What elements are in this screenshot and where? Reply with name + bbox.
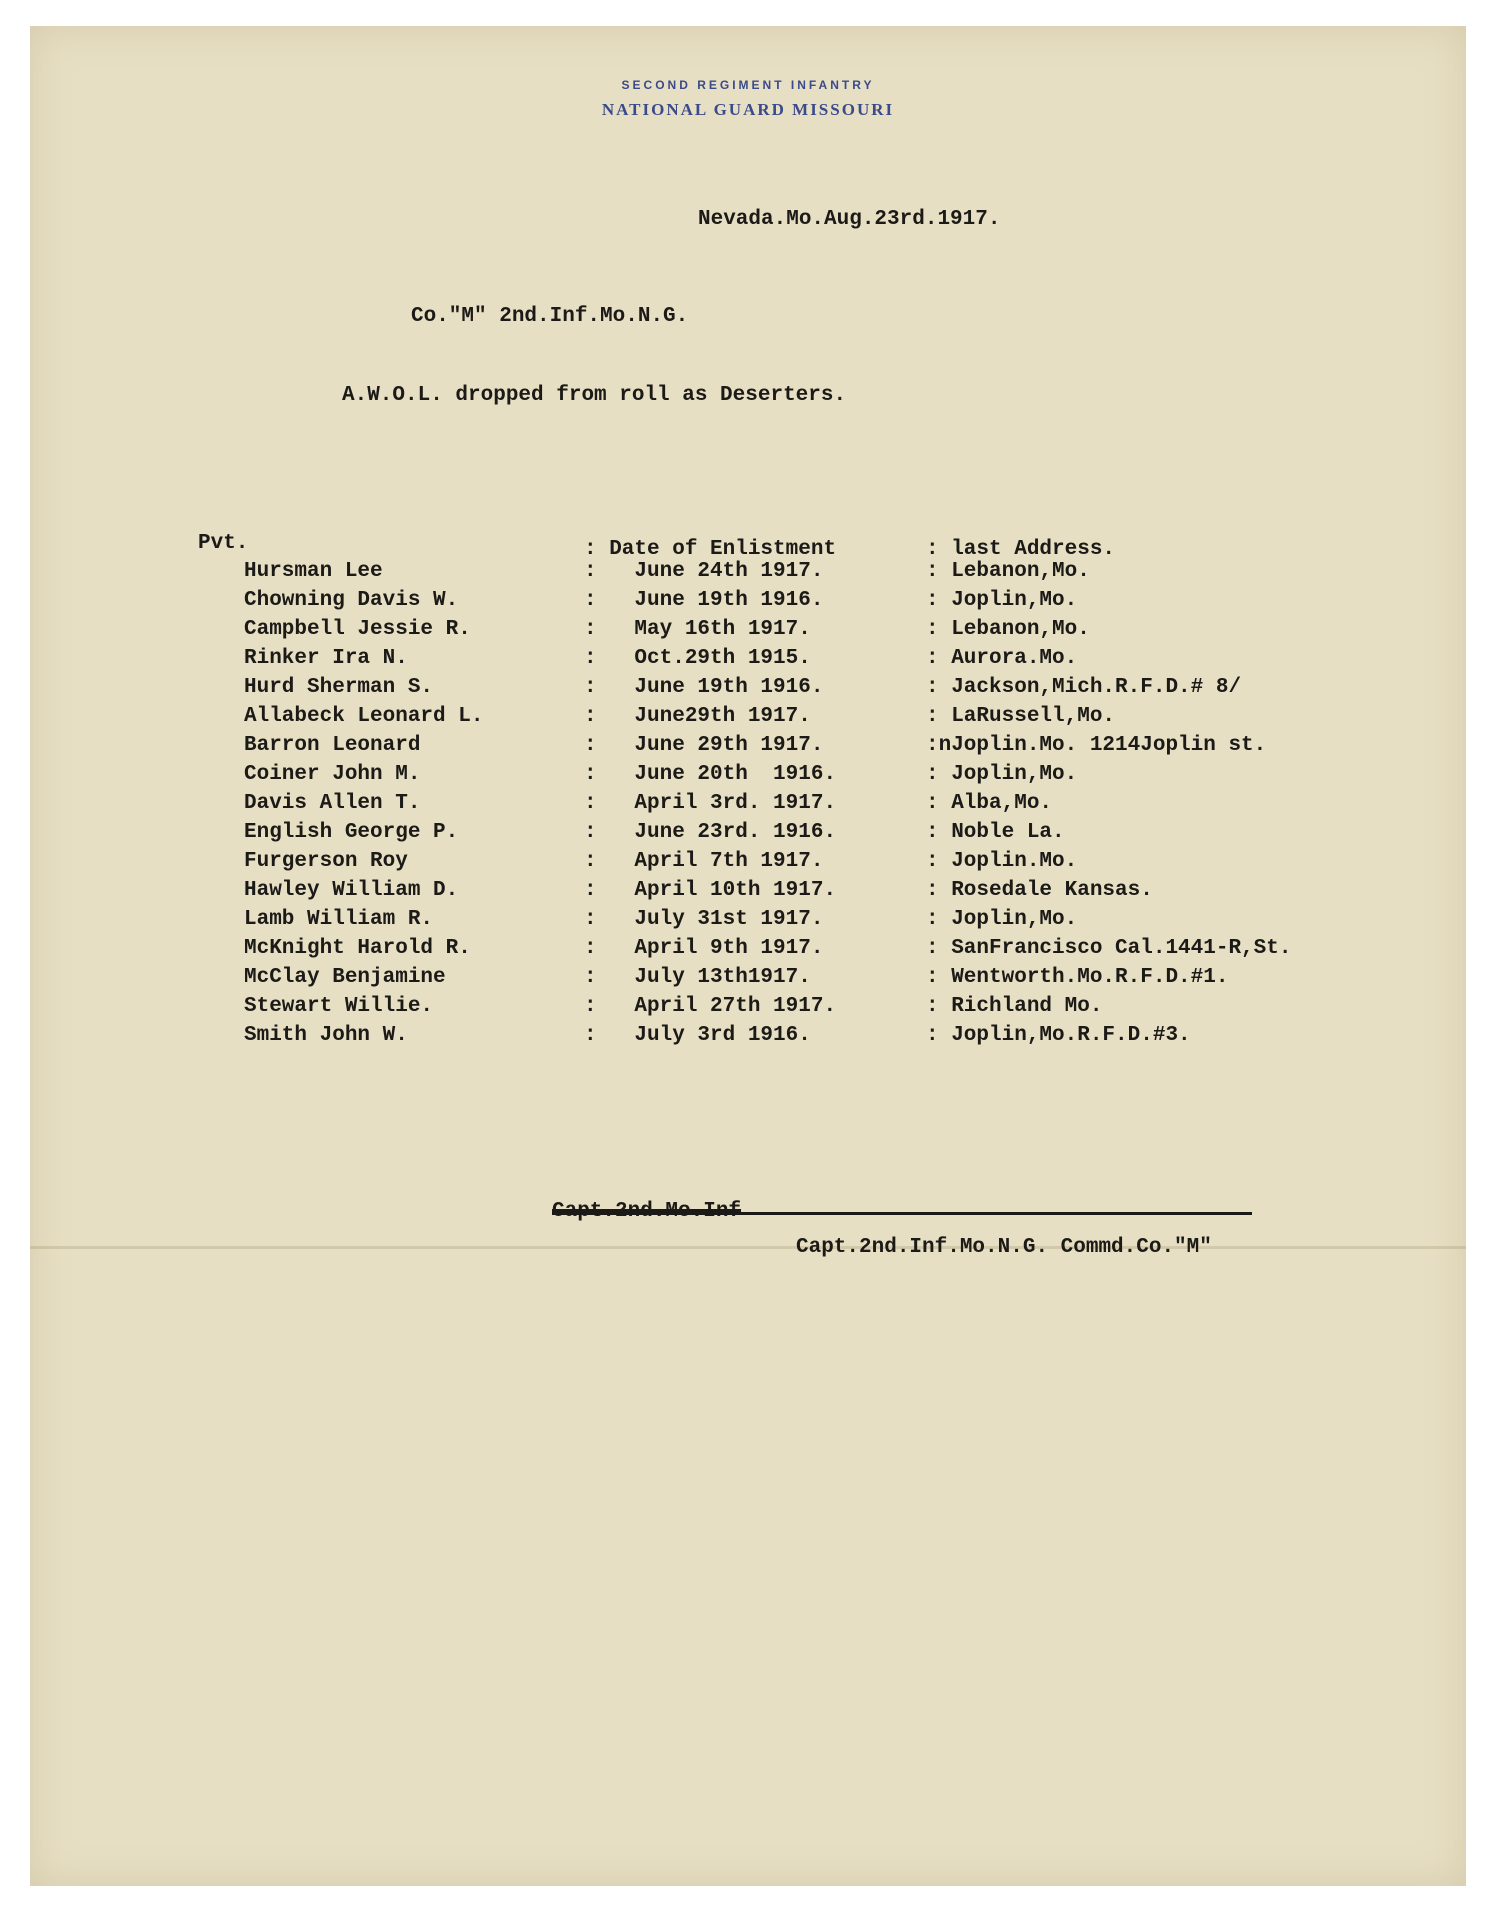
column-header-address: : last Address. (926, 538, 1116, 561)
table-row (30, 937, 1466, 966)
last-address: : LaRussell,Mo. (926, 705, 1116, 728)
soldier-name: Barron Leonard (244, 734, 421, 757)
last-address: : Noble La. (926, 821, 1065, 844)
table-row (30, 850, 1466, 879)
enlistment-date: : July 3rd 1916. (584, 1024, 811, 1047)
table-row (30, 908, 1466, 937)
soldier-name: Hurd Sherman S. (244, 676, 434, 699)
table-row (30, 589, 1466, 618)
enlistment-date: : June 29th 1917. (584, 734, 824, 757)
column-header-date: : Date of Enlistment (584, 538, 837, 561)
enlistment-date: : June 23rd. 1916. (584, 821, 837, 844)
soldier-name: Campbell Jessie R. (244, 618, 471, 641)
table-row (30, 734, 1466, 763)
soldier-name: Smith John W. (244, 1024, 408, 1047)
last-address: : Wentworth.Mo.R.F.D.#1. (926, 966, 1229, 989)
fold-crease (30, 1246, 1466, 1249)
deserter-roster (30, 560, 1466, 1053)
enlistment-date: : June 24th 1917. (584, 560, 824, 583)
last-address: : Lebanon,Mo. (926, 560, 1090, 583)
soldier-name: Davis Allen T. (244, 792, 421, 815)
last-address: : Joplin,Mo. (926, 589, 1078, 612)
enlistment-date: : April 10th 1917. (584, 879, 837, 902)
last-address: : Joplin,Mo. (926, 763, 1078, 786)
table-row (30, 792, 1466, 821)
rank-label: Pvt. (198, 532, 249, 555)
signature-line (552, 1212, 1252, 1215)
table-row (30, 966, 1466, 995)
soldier-name: Coiner John M. (244, 763, 421, 786)
table-row (30, 1024, 1466, 1053)
table-row (30, 647, 1466, 676)
last-address: : Aurora.Mo. (926, 647, 1078, 670)
enlistment-date: : May 16th 1917. (584, 618, 811, 641)
table-row (30, 763, 1466, 792)
table-row (30, 705, 1466, 734)
last-address: : Lebanon,Mo. (926, 618, 1090, 641)
table-row (30, 821, 1466, 850)
subject-line: A.W.O.L. dropped from roll as Deserters. (342, 384, 847, 407)
enlistment-date: : April 27th 1917. (584, 995, 837, 1018)
last-address: : SanFrancisco Cal.1441-R,St. (926, 937, 1292, 960)
company-heading: Co."M" 2nd.Inf.Mo.N.G. (411, 305, 689, 328)
letterhead-regiment: SECOND REGIMENT INFANTRY (621, 78, 875, 92)
letterhead-title: NATIONAL GUARD MISSOURI (601, 100, 895, 119)
last-address: : Rosedale Kansas. (926, 879, 1153, 902)
soldier-name: McKnight Harold R. (244, 937, 471, 960)
table-row (30, 560, 1466, 589)
document-page (30, 26, 1466, 1886)
signature-title: Capt.2nd.Inf.Mo.N.G. Commd.Co."M" (796, 1236, 1212, 1259)
soldier-name: McClay Benjamine (244, 966, 446, 989)
soldier-name: Chowning Davis W. (244, 589, 459, 612)
last-address: : Richland Mo. (926, 995, 1103, 1018)
last-address: : Alba,Mo. (926, 792, 1053, 815)
enlistment-date: : April 7th 1917. (584, 850, 824, 873)
soldier-name: Stewart Willie. (244, 995, 434, 1018)
enlistment-date: : June 19th 1916. (584, 676, 824, 699)
table-row (30, 995, 1466, 1024)
soldier-name: Allabeck Leonard L. (244, 705, 484, 728)
last-address: : Joplin.Mo. (926, 850, 1078, 873)
soldier-name: Furgerson Roy (244, 850, 408, 873)
last-address: : Joplin,Mo. (926, 908, 1078, 931)
date-line: Nevada.Mo.Aug.23rd.1917. (698, 208, 1001, 231)
soldier-name: Lamb William R. (244, 908, 434, 931)
enlistment-date: : April 9th 1917. (584, 937, 824, 960)
last-address: : Jackson,Mich.R.F.D.# 8/ (926, 676, 1242, 699)
soldier-name: Hursman Lee (244, 560, 383, 583)
enlistment-date: : July 13th1917. (584, 966, 811, 989)
last-address: :nJoplin.Mo. 1214Joplin st. (926, 734, 1267, 757)
enlistment-date: : April 3rd. 1917. (584, 792, 837, 815)
enlistment-date: : June29th 1917. (584, 705, 811, 728)
soldier-name: Rinker Ira N. (244, 647, 408, 670)
soldier-name: Hawley William D. (244, 879, 459, 902)
soldier-name: English George P. (244, 821, 459, 844)
table-row (30, 879, 1466, 908)
table-row (30, 618, 1466, 647)
table-row (30, 676, 1466, 705)
enlistment-date: : Oct.29th 1915. (584, 647, 811, 670)
enlistment-date: : July 31st 1917. (584, 908, 824, 931)
last-address: : Joplin,Mo.R.F.D.#3. (926, 1024, 1191, 1047)
enlistment-date: : June 19th 1916. (584, 589, 824, 612)
enlistment-date: : June 20th 1916. (584, 763, 837, 786)
